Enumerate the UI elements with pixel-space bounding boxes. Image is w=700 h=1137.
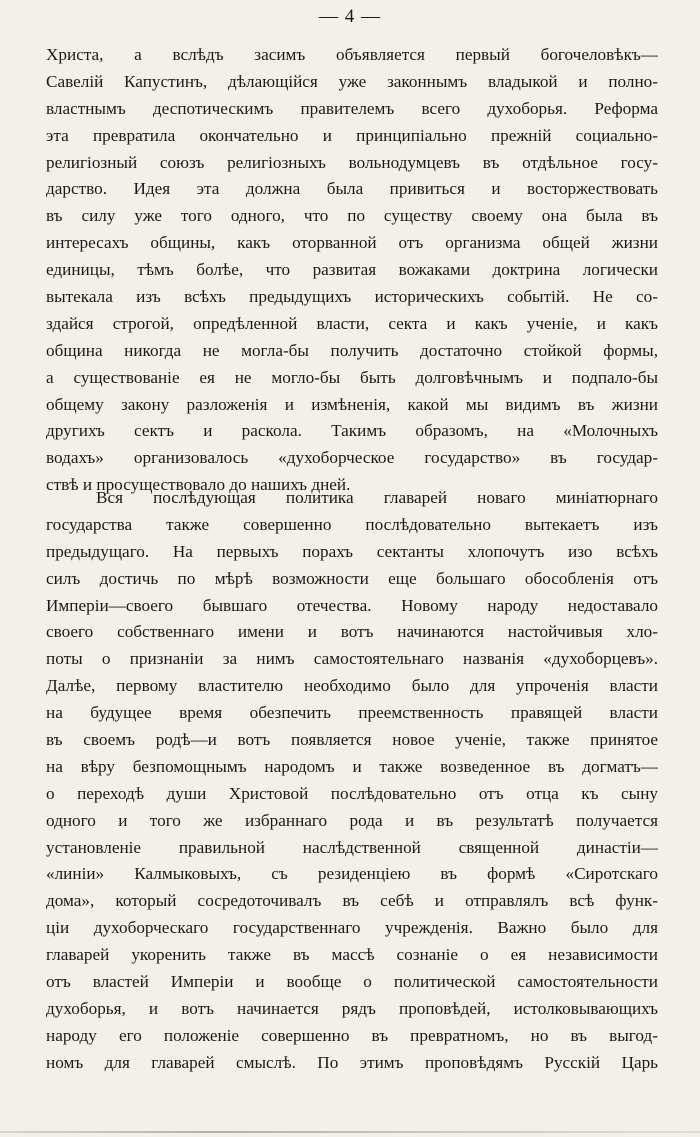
- text-line: силъ достичь по мѣрѣ возможности еще большаго обособленія отъ: [46, 568, 658, 588]
- text-line: общему закону разложенія и измѣненія, какой мы видимъ въ жизни: [46, 394, 658, 414]
- text-line: община никогда не могла-бы получить достаточно стойкой формы,: [46, 340, 658, 360]
- text-line: предыдущаго. На первыхъ порахъ сектанты хлопочутъ изо всѣхъ: [46, 541, 658, 561]
- text-line: одного и того же избраннаго рода и въ результатѣ получается: [46, 810, 658, 830]
- text-line: Далѣе, первому властителю необходимо было для упроченія власти: [46, 676, 658, 696]
- text-line: другихъ сектъ и раскола. Такимъ образомъ, на «Молочныхъ: [46, 421, 658, 441]
- text-line: установленіе правильной наслѣдственной священной династіи—: [46, 837, 658, 857]
- text-line: духоборья, и вотъ начинается рядъ проповѣдей, истолковывающихъ: [46, 998, 658, 1018]
- text-line: Вся послѣдующая политика главарей новаго миніатюрнаго: [96, 488, 658, 507]
- text-line: дарство. Идея эта должна была привиться и восторжествовать: [46, 179, 658, 199]
- text-line: вытекала изъ всѣхъ предыдущихъ историческихъ событій. Не со-: [46, 287, 658, 307]
- text-line: «линіи» Калмыковыхъ, съ резиденціею въ формѣ «Сиротскаго: [46, 864, 658, 884]
- text-line: религіозный союзъ религіозныхъ вольнодумцевъ въ отдѣльное госу-: [46, 152, 658, 172]
- text-line: властнымъ деспотическимъ правителемъ всего духоборья. Реформа: [46, 98, 658, 118]
- text-line: на вѣру безпомощнымъ народомъ и также возведенное въ догматъ—: [46, 756, 658, 776]
- page-bottom-edge: [0, 1131, 700, 1133]
- text-line: Христа, а вслѣдъ засимъ объявляется первый богочеловѣкъ—: [46, 45, 658, 64]
- text-line: о переходѣ души Христовой послѣдовательно отъ отца къ сыну: [46, 783, 658, 803]
- text-line: ціи духоборческаго государственнаго учрежденія. Важно было для: [46, 918, 658, 938]
- text-line: интересахъ общины, какъ оторванной отъ организма общей жизни: [46, 233, 658, 253]
- text-line: единицы, тѣмъ болѣе, что развитая вожаками доктрина логически: [46, 260, 658, 280]
- text-line: Имперіи—своего бывшаго отечества. Новому народу недоставало: [46, 595, 658, 615]
- text-line: номъ для главарей смыслѣ. По этимъ проповѣдямъ Русскій Царь: [46, 1052, 658, 1072]
- text-line: отъ властей Имперіи и вообще о политической самостоятельности: [46, 972, 658, 992]
- text-line: ствѣ и просуществовало до нашихъ дней.: [46, 475, 351, 495]
- text-line: на будущее время обезпечить преемственность правящей власти: [46, 703, 658, 723]
- text-line: государства также совершенно послѣдовательно вытекаетъ изъ: [46, 514, 658, 534]
- text-line: здайся строгой, опредѣленной власти, секта и какъ ученіе, и какъ: [46, 313, 658, 333]
- text-line: поты о признаніи за нимъ самостоятельнаго названія «духоборцевъ».: [46, 649, 658, 669]
- paragraph-1: [46, 42, 658, 499]
- text-line: въ своемъ родѣ—и вотъ появляется новое ученіе, также принятое: [46, 730, 658, 750]
- paragraph-2: [46, 485, 658, 1077]
- text-line: водахъ» организовалось «духоборческое государство» въ государ-: [46, 448, 658, 468]
- text-line: главарей укоренить также въ массѣ сознаніе о ея независимости: [46, 945, 658, 965]
- text-line: народу его положеніе совершенно въ превратномъ, но въ выгод-: [46, 1025, 658, 1045]
- text-line: эта превратила окончательно и принципіально прежній социально-: [46, 125, 658, 145]
- text-line: а существованіе ея не могло-бы быть долговѣчнымъ и подпало-бы: [46, 367, 658, 387]
- text-line: въ силу уже того одного, что по существу своему она была въ: [46, 206, 658, 226]
- page-number: — 4 —: [319, 6, 381, 27]
- text-line: своего собственнаго имени и вотъ начинаются настойчивыя хло-: [46, 622, 658, 642]
- text-line: дома», который сосредоточивалъ въ себѣ и отправлялъ всѣ функ-: [46, 891, 658, 911]
- text-line: Савелій Капустинъ, дѣлающійся уже законнымъ владыкой и полно-: [46, 71, 658, 91]
